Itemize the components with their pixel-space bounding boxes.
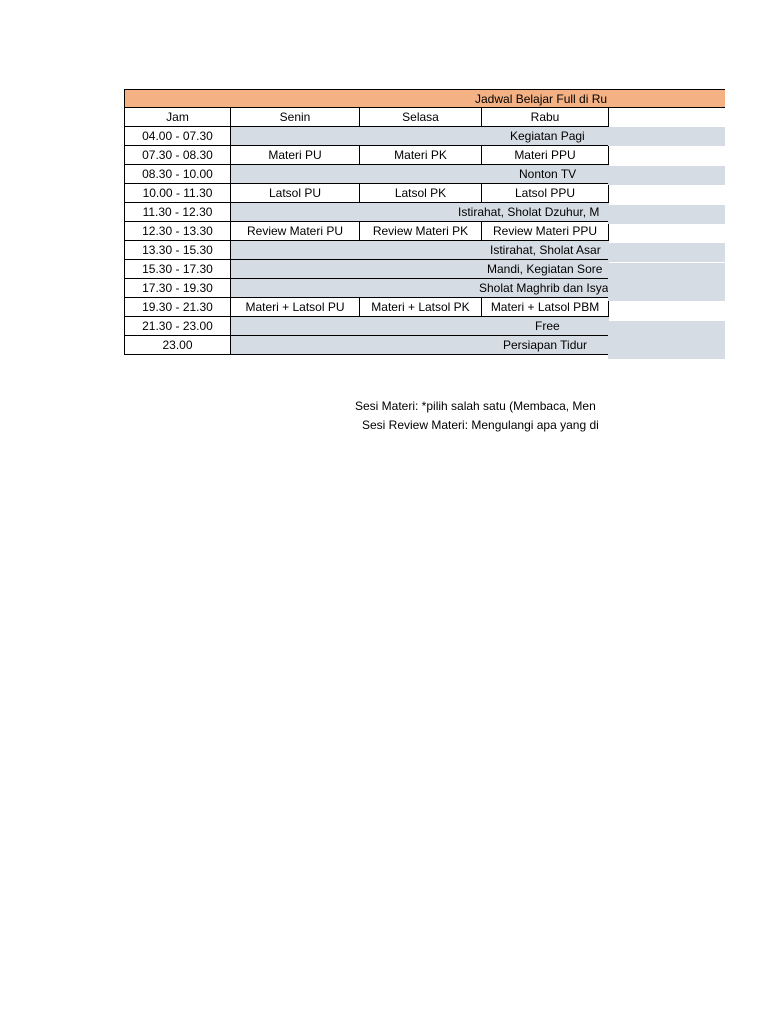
row-fill-extension: [608, 263, 725, 282]
activity-label: Kegiatan Pagi: [510, 129, 585, 143]
time-cell: 21.30 - 23.00: [125, 317, 231, 336]
row-fill-extension: [608, 340, 725, 359]
header-senin: Senin: [231, 108, 360, 127]
activity-label: Sholat Maghrib dan Isya: [479, 281, 609, 295]
subject-cell: Latsol PPU: [482, 184, 609, 203]
time-cell: 15.30 - 17.30: [125, 260, 231, 279]
time-cell: 13.30 - 15.30: [125, 241, 231, 260]
schedule-title-bar: [124, 89, 725, 108]
activity-span-cell: [231, 336, 609, 355]
header-rabu: Rabu: [482, 108, 609, 127]
time-cell: 07.30 - 08.30: [125, 146, 231, 165]
activity-label: Istirahat, Sholat Dzuhur, M: [458, 205, 600, 219]
subject-cell: Materi PPU: [482, 146, 609, 165]
time-cell: 23.00: [125, 336, 231, 355]
header-selasa: Selasa: [360, 108, 482, 127]
schedule-table: [124, 107, 609, 355]
subject-cell: Materi + Latsol PK: [360, 298, 482, 317]
activity-label: Persiapan Tidur: [503, 338, 588, 352]
activity-span-cell: [231, 127, 609, 146]
note-materi-row: [300, 397, 608, 415]
time-cell: 11.30 - 12.30: [125, 203, 231, 222]
schedule-row: [125, 279, 609, 298]
time-cell: 10.00 - 11.30: [125, 184, 231, 203]
activity-label: Istirahat, Sholat Asar: [490, 243, 601, 257]
time-cell: 17.30 - 19.30: [125, 279, 231, 298]
activity-span-cell: [231, 279, 609, 298]
subject-cell: Review Materi PPU: [482, 222, 609, 241]
schedule-title: Jadwal Belajar Full di Ru: [475, 92, 608, 106]
schedule-row: [125, 336, 609, 355]
header-jam: Jam: [125, 108, 231, 127]
activity-span-cell: [231, 260, 609, 279]
header-row: [125, 108, 609, 127]
subject-cell: Latsol PU: [231, 184, 360, 203]
activity-span-cell: [231, 165, 609, 184]
activity-span-cell: [231, 241, 609, 260]
activity-span-cell: [231, 203, 609, 222]
schedule-row: [125, 241, 609, 260]
activity-span-cell: [231, 317, 609, 336]
subject-cell: Materi PK: [360, 146, 482, 165]
note-review: Sesi Review Materi: Mengulangi apa yang di: [362, 418, 599, 432]
activity-label: Free: [535, 319, 560, 333]
subject-cell: Review Materi PU: [231, 222, 360, 241]
row-fill-extension: [608, 166, 725, 185]
activity-label: Mandi, Kegiatan Sore: [487, 262, 603, 276]
row-fill-extension: [608, 282, 725, 301]
time-cell: 12.30 - 13.30: [125, 222, 231, 241]
note-review-row: [300, 416, 608, 434]
subject-cell: Review Materi PK: [360, 222, 482, 241]
schedule-row: [125, 298, 609, 317]
schedule-row: [125, 184, 609, 203]
subject-cell: Materi PU: [231, 146, 360, 165]
row-fill-extension: [608, 243, 725, 262]
schedule-row: [125, 222, 609, 241]
schedule-row: [125, 146, 609, 165]
schedule-table-body: [125, 108, 609, 355]
activity-label: Nonton TV: [519, 167, 577, 181]
time-cell: 08.30 - 10.00: [125, 165, 231, 184]
time-cell: 19.30 - 21.30: [125, 298, 231, 317]
row-fill-extension: [608, 205, 725, 224]
row-fill-extension: [608, 127, 725, 146]
row-fill-extension: [608, 321, 725, 340]
note-materi: Sesi Materi: *pilih salah satu (Membaca, Men: [355, 399, 596, 413]
schedule-row: [125, 127, 609, 146]
subject-cell: Materi + Latsol PBM: [482, 298, 609, 317]
schedule-row: [125, 317, 609, 336]
subject-cell: Latsol PK: [360, 184, 482, 203]
time-cell: 04.00 - 07.30: [125, 127, 231, 146]
schedule-row: [125, 260, 609, 279]
subject-cell: Materi + Latsol PU: [231, 298, 360, 317]
schedule-row: [125, 165, 609, 184]
schedule-row: [125, 203, 609, 222]
